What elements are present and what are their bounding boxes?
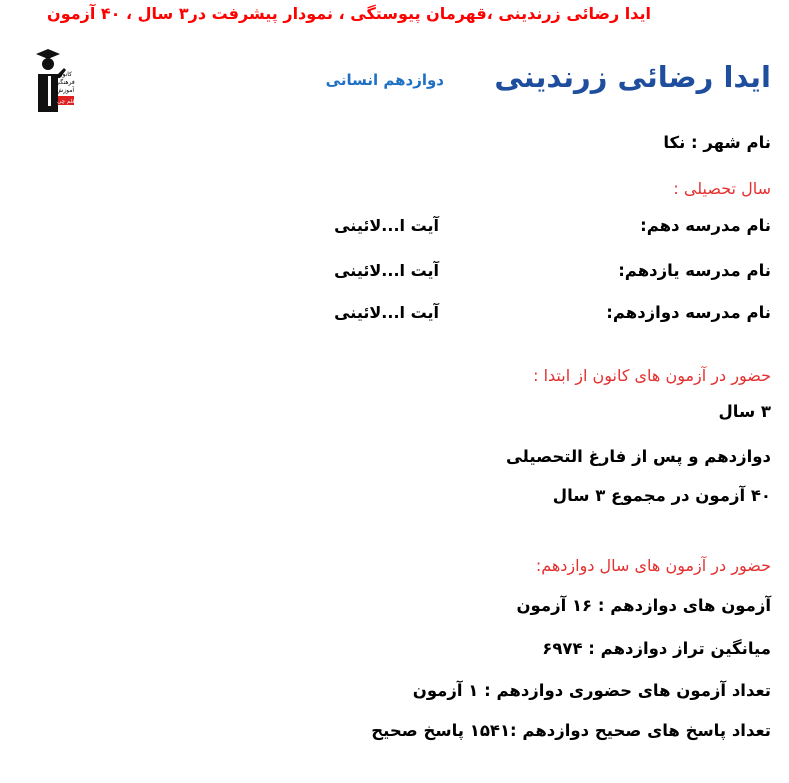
student-name: ایدا رضائی زرندینی [494,60,771,94]
academic-year-heading: سال تحصیلی : [673,179,771,198]
city-line: نام شهر : نکا [663,133,771,152]
twelfth-correct-answers: تعداد پاسخ های صحیح دوازدهم :۱۵۴۱ پاسخ صحیح [371,721,771,740]
attendance-period: دوازدهم و پس از فارغ التحصیلی [505,447,771,466]
school-12-value: آیت ا...لائینی [334,303,439,322]
twelfth-average-score: میانگین تراز دوازدهم : ۶۹۷۴ [542,639,771,658]
attendance-years: ۳ سال [718,402,771,421]
school-11-value: آیت ا...لائینی [334,261,439,280]
graduate-logo-icon [34,46,82,114]
grade-label: دوازدهم انسانی [325,71,444,89]
logo-line-3: آموزش [55,87,75,94]
school-10-label: نام مدرسه دهم: [640,216,771,235]
attendance-heading: حضور در آزمون های کانون از ابتدا : [533,366,771,385]
twelfth-in-person-count: تعداد آزمون های حضوری دوازدهم : ۱ آزمون [412,681,771,700]
school-11-label: نام مدرسه یازدهم: [618,261,771,280]
school-10-value: آیت ا...لائینی [334,216,439,235]
twelfth-exam-count: آزمون های دوازدهم : ۱۶ آزمون [516,596,771,615]
twelfth-heading: حضور در آزمون های سال دوازدهم: [535,556,771,575]
kanoon-logo [34,46,82,114]
school-12-label: نام مدرسه دوازدهم: [606,303,771,322]
logo-line-1: کانون [58,71,72,78]
logo-line-2: فرهنگی [55,79,75,86]
logo-line-4: قلم چی [57,99,75,105]
page-title: ایدا رضائی زرندینی ،قهرمان پیوستگی ، نمودار پیشرفت در۳ سال ، ۴۰ آزمون [47,4,651,23]
attendance-total: ۴۰ آزمون در مجموع ۳ سال [552,486,771,505]
